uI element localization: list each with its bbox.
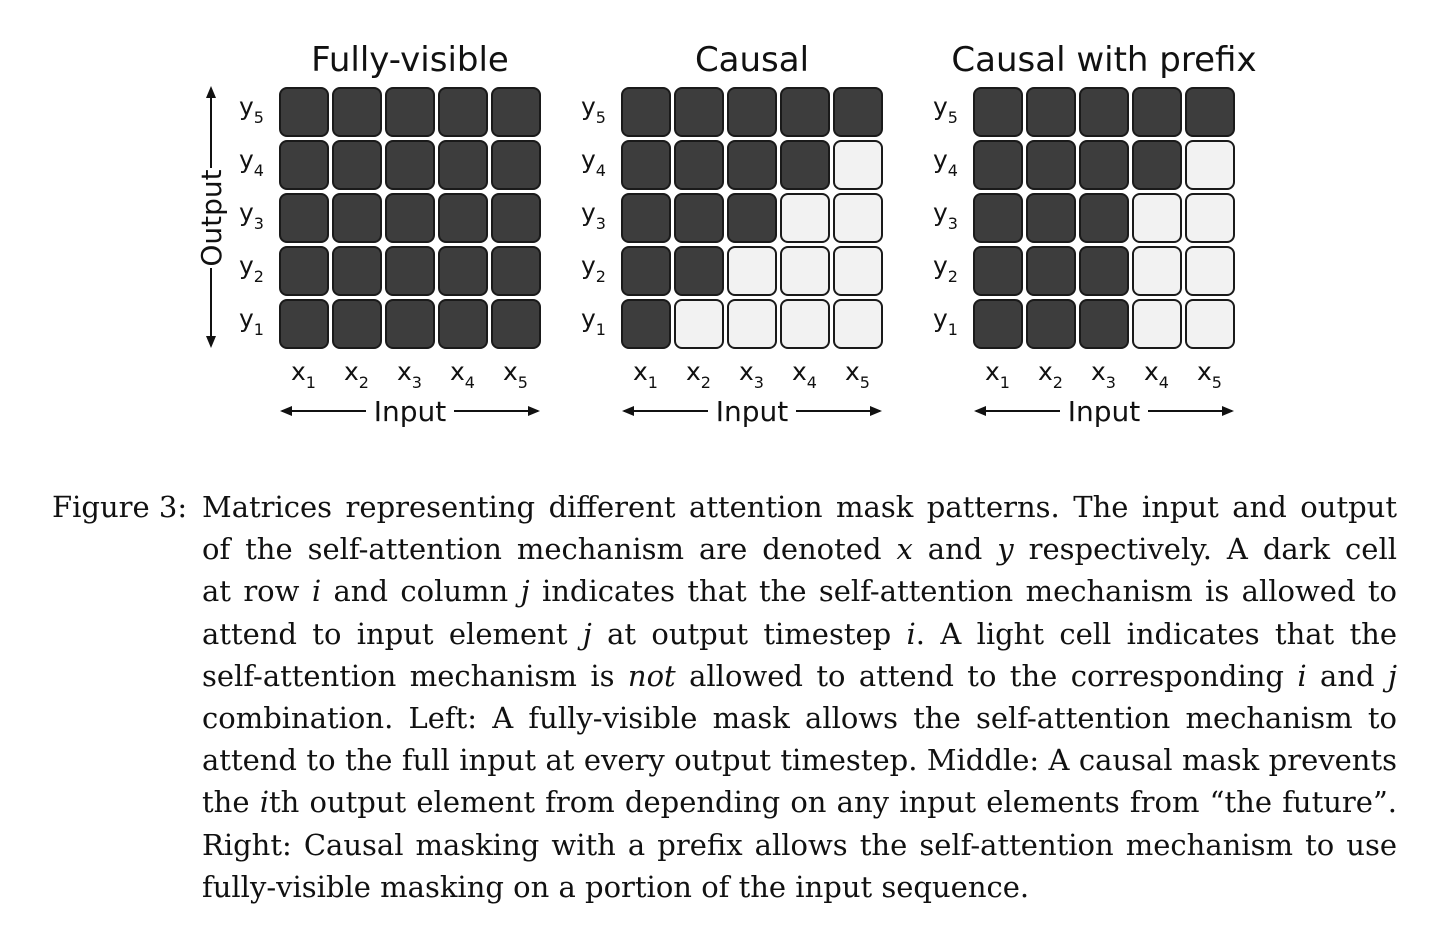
attention-cell-dark xyxy=(675,88,723,136)
row-label-y3 xyxy=(581,198,606,233)
col-label-x4-subscript: 4 xyxy=(806,373,817,392)
row-label-y3-subscript: 3 xyxy=(595,214,606,233)
caption-text-segment: combination. Left: A fully-visible mask allows the self-attention mechanism to xyxy=(202,700,1397,735)
caption-text-segment: indicates that the self-attention mechanism is allowed to xyxy=(529,574,1398,609)
caption-math-symbol: j xyxy=(1388,658,1397,693)
caption-line xyxy=(202,824,1397,866)
row-label-y5-subscript: 5 xyxy=(595,108,606,127)
row-label-y4-subscript: 4 xyxy=(595,161,606,180)
col-label-x2-subscript: 2 xyxy=(358,373,369,392)
caption-text-segment: at output timestep xyxy=(591,616,907,651)
attention-cell-dark xyxy=(1027,247,1075,295)
col-label-x4-base: x xyxy=(1144,357,1159,386)
row-label-y1-subscript: 1 xyxy=(947,320,958,339)
caption-math-symbol: j xyxy=(520,574,530,609)
col-label-x2 xyxy=(1038,357,1063,392)
input-arrow-left-head xyxy=(280,406,292,416)
row-label-y4 xyxy=(581,145,606,180)
caption-math-symbol: y xyxy=(997,532,1014,567)
attention-cell-light xyxy=(728,247,776,295)
caption-text-segment: attend to the full input at every output timestep. Middle: A causal mask prevents xyxy=(202,743,1397,778)
row-label-y4-subscript: 4 xyxy=(253,161,264,180)
col-label-x4 xyxy=(1144,357,1169,392)
row-label-y5 xyxy=(933,92,958,127)
col-label-x3-base: x xyxy=(739,357,754,386)
attention-cell-dark xyxy=(1027,88,1075,136)
col-label-x3-subscript: 3 xyxy=(753,373,764,392)
attention-cell-dark xyxy=(1027,141,1075,189)
caption-text-segment: at row xyxy=(202,574,312,609)
caption-text-segment: the xyxy=(202,785,260,820)
attention-cell-light xyxy=(834,247,882,295)
output-axis xyxy=(195,86,228,348)
col-label-x5-base: x xyxy=(1197,357,1212,386)
row-label-y3 xyxy=(239,198,264,233)
attention-cell-light xyxy=(1186,300,1234,348)
attention-cell-dark xyxy=(728,141,776,189)
row-label-y1-base: y xyxy=(239,304,254,333)
attention-cell-dark xyxy=(974,141,1022,189)
col-label-x1-base: x xyxy=(291,357,306,386)
attention-cell-light xyxy=(728,300,776,348)
caption-math-symbol: i xyxy=(906,616,916,651)
attention-cell-light xyxy=(834,141,882,189)
col-label-x5-base: x xyxy=(845,357,860,386)
attention-cell-dark xyxy=(280,141,328,189)
attention-cell-dark xyxy=(492,300,540,348)
caption-text-segment: Right: Causal masking with a prefix allows the self-attention mechanism to use xyxy=(202,827,1397,862)
attention-cell-dark xyxy=(974,88,1022,136)
attention-cell-dark xyxy=(439,247,487,295)
input-arrow-left-head xyxy=(622,406,634,416)
attention-cell-dark xyxy=(1080,141,1128,189)
attention-cell-dark xyxy=(492,194,540,242)
attention-cell-light xyxy=(1133,300,1181,348)
caption-text-segment: self-attention mechanism is xyxy=(202,658,628,693)
col-label-x3-base: x xyxy=(397,357,412,386)
output-arrow-down-head xyxy=(206,336,216,348)
attention-cell-light xyxy=(1186,194,1234,242)
attention-cell-light xyxy=(1133,194,1181,242)
caption-line xyxy=(202,697,1397,739)
row-label-y4 xyxy=(933,145,958,180)
attention-cell-dark xyxy=(333,247,381,295)
caption-text-segment: attend to input element xyxy=(202,616,583,651)
row-label-y3-subscript: 3 xyxy=(947,214,958,233)
attention-cell-dark xyxy=(386,88,434,136)
col-label-x2 xyxy=(344,357,369,392)
caption-text-segment: allowed to attend to the corresponding xyxy=(675,658,1298,693)
attention-cell-dark xyxy=(1080,247,1128,295)
attention-cell-dark xyxy=(1080,194,1128,242)
input-arrow-right-head xyxy=(870,406,882,416)
attention-cell-dark xyxy=(675,194,723,242)
col-label-x1 xyxy=(633,357,658,392)
attention-cell-dark xyxy=(728,88,776,136)
row-label-y4 xyxy=(239,145,264,180)
attention-cell-light xyxy=(1186,247,1234,295)
row-label-y4-subscript: 4 xyxy=(947,161,958,180)
input-arrow-right-head xyxy=(1222,406,1234,416)
attention-cell-dark xyxy=(333,141,381,189)
caption-text-segment: . A light cell indicates that the xyxy=(915,616,1397,651)
col-label-x2 xyxy=(686,357,711,392)
row-label-y4-base: y xyxy=(581,145,596,174)
caption-text-segment: respectively. A dark cell xyxy=(1013,532,1398,567)
row-label-y3-subscript: 3 xyxy=(253,214,264,233)
col-label-x2-base: x xyxy=(686,357,701,386)
attention-cell-dark xyxy=(439,194,487,242)
caption-math-symbol: not xyxy=(627,658,676,693)
attention-cell-dark xyxy=(1080,300,1128,348)
attention-cell-dark xyxy=(333,194,381,242)
caption-line xyxy=(202,613,1397,655)
attention-cell-dark xyxy=(675,141,723,189)
row-label-y2 xyxy=(933,251,958,286)
row-label-y2-subscript: 2 xyxy=(947,267,958,286)
attention-cell-dark xyxy=(622,88,670,136)
attention-cell-dark xyxy=(728,194,776,242)
attention-cell-light xyxy=(781,300,829,348)
col-label-x4-base: x xyxy=(450,357,465,386)
output-arrow-up-head xyxy=(206,86,216,98)
col-label-x5-subscript: 5 xyxy=(1211,373,1222,392)
caption-text-segment: and column xyxy=(321,574,521,609)
col-label-x5 xyxy=(845,357,870,392)
row-label-y1-base: y xyxy=(581,304,596,333)
row-label-y2-base: y xyxy=(933,251,948,280)
attention-cell-dark xyxy=(386,300,434,348)
attention-cell-dark xyxy=(1027,194,1075,242)
attention-cell-light xyxy=(781,247,829,295)
attention-cell-dark xyxy=(781,141,829,189)
row-label-y5-base: y xyxy=(239,92,254,121)
attention-cell-dark xyxy=(386,141,434,189)
col-label-x5-subscript: 5 xyxy=(517,373,528,392)
row-label-y5 xyxy=(581,92,606,127)
col-label-x4-subscript: 4 xyxy=(1158,373,1169,392)
col-label-x4 xyxy=(792,357,817,392)
row-label-y2 xyxy=(239,251,264,286)
col-label-x2-base: x xyxy=(1038,357,1053,386)
col-label-x1-base: x xyxy=(985,357,1000,386)
attention-cell-dark xyxy=(386,194,434,242)
row-label-y2-base: y xyxy=(239,251,254,280)
panel-title: Causal xyxy=(694,40,810,80)
row-label-y3-base: y xyxy=(933,198,948,227)
caption-math-symbol: i xyxy=(311,574,322,609)
row-label-y5-base: y xyxy=(581,92,596,121)
input-axis-label: Input xyxy=(373,395,447,428)
caption-line xyxy=(202,866,1397,908)
input-arrow-left-head xyxy=(974,406,986,416)
input-axis-label: Input xyxy=(715,395,789,428)
row-label-y4-base: y xyxy=(239,145,254,174)
row-label-y5-subscript: 5 xyxy=(947,108,958,127)
row-label-y2-base: y xyxy=(581,251,596,280)
attention-cell-dark xyxy=(333,300,381,348)
attention-mask-figure xyxy=(0,0,1434,460)
caption-line xyxy=(202,655,1397,697)
col-label-x3 xyxy=(1091,357,1116,392)
input-arrow-right-head xyxy=(528,406,540,416)
col-label-x5 xyxy=(1197,357,1222,392)
attention-mask-diagram xyxy=(0,0,1434,460)
caption-line xyxy=(202,486,1397,528)
row-label-y1 xyxy=(239,304,264,339)
col-label-x3-base: x xyxy=(1091,357,1106,386)
attention-cell-dark xyxy=(439,141,487,189)
col-label-x1-base: x xyxy=(633,357,648,386)
caption-line xyxy=(202,528,1397,570)
caption-text-segment: and xyxy=(1306,658,1388,693)
row-label-y5 xyxy=(239,92,264,127)
caption-line xyxy=(202,781,1397,823)
attention-cell-dark xyxy=(622,194,670,242)
col-label-x2-base: x xyxy=(344,357,359,386)
caption-text-segment: fully-visible masking on a portion of the input sequence. xyxy=(202,869,1030,904)
col-label-x1-subscript: 1 xyxy=(999,373,1010,392)
col-label-x1-subscript: 1 xyxy=(305,373,316,392)
attention-cell-dark xyxy=(439,88,487,136)
col-label-x3-subscript: 3 xyxy=(1105,373,1116,392)
caption-math-symbol: j xyxy=(582,616,592,651)
input-axis-label: Input xyxy=(1067,395,1141,428)
row-label-y4-base: y xyxy=(933,145,948,174)
attention-cell-dark xyxy=(439,300,487,348)
col-label-x4 xyxy=(450,357,475,392)
attention-cell-dark xyxy=(386,247,434,295)
attention-cell-dark xyxy=(280,300,328,348)
attention-cell-light xyxy=(1133,247,1181,295)
attention-cell-dark xyxy=(280,88,328,136)
col-label-x4-subscript: 4 xyxy=(464,373,475,392)
row-label-y1-base: y xyxy=(933,304,948,333)
output-axis-label: Output xyxy=(195,169,228,267)
row-label-y1 xyxy=(581,304,606,339)
mask-panel-3 xyxy=(933,40,1257,428)
mask-panel-2 xyxy=(581,40,882,428)
attention-cell-dark xyxy=(1027,300,1075,348)
col-label-x4-base: x xyxy=(792,357,807,386)
col-label-x1 xyxy=(291,357,316,392)
row-label-y3-base: y xyxy=(239,198,254,227)
row-label-y3-base: y xyxy=(581,198,596,227)
attention-cell-dark xyxy=(1133,141,1181,189)
row-label-y5-base: y xyxy=(933,92,948,121)
attention-cell-dark xyxy=(1133,88,1181,136)
attention-cell-dark xyxy=(492,88,540,136)
caption-math-symbol: i xyxy=(259,785,269,820)
col-label-x5-base: x xyxy=(503,357,518,386)
attention-cell-dark xyxy=(492,247,540,295)
col-label-x3 xyxy=(397,357,422,392)
attention-cell-light xyxy=(1186,141,1234,189)
attention-cell-dark xyxy=(280,194,328,242)
attention-cell-dark xyxy=(622,300,670,348)
row-label-y1-subscript: 1 xyxy=(595,320,606,339)
col-label-x5-subscript: 5 xyxy=(859,373,870,392)
attention-cell-dark xyxy=(1080,88,1128,136)
attention-cell-light xyxy=(834,194,882,242)
caption-text-segment: and xyxy=(912,532,998,567)
attention-cell-light xyxy=(781,194,829,242)
caption-line xyxy=(202,739,1397,781)
row-label-y3 xyxy=(933,198,958,233)
attention-cell-dark xyxy=(974,194,1022,242)
caption-text-segment: of the self-attention mechanism are denoted xyxy=(202,532,897,567)
attention-cell-dark xyxy=(333,88,381,136)
attention-cell-light xyxy=(834,300,882,348)
col-label-x3 xyxy=(739,357,764,392)
attention-cell-dark xyxy=(492,141,540,189)
caption-text xyxy=(202,486,1397,908)
attention-cell-dark xyxy=(622,141,670,189)
row-label-y2 xyxy=(581,251,606,286)
row-label-y1 xyxy=(933,304,958,339)
row-label-y2-subscript: 2 xyxy=(595,267,606,286)
mask-panel-1 xyxy=(239,40,540,428)
attention-cell-dark xyxy=(675,247,723,295)
col-label-x2-subscript: 2 xyxy=(1052,373,1063,392)
caption-line xyxy=(202,570,1397,612)
attention-cell-dark xyxy=(974,300,1022,348)
caption-label: Figure 3: xyxy=(52,490,188,524)
panel-title: Fully-visible xyxy=(311,40,509,80)
col-label-x1 xyxy=(985,357,1010,392)
attention-cell-dark xyxy=(622,247,670,295)
row-label-y5-subscript: 5 xyxy=(253,108,264,127)
col-label-x5 xyxy=(503,357,528,392)
col-label-x3-subscript: 3 xyxy=(411,373,422,392)
caption-text-segment: Matrices representing different attention mask patterns. The input and output xyxy=(202,490,1397,524)
attention-cell-dark xyxy=(280,247,328,295)
attention-cell-dark xyxy=(834,88,882,136)
col-label-x2-subscript: 2 xyxy=(700,373,711,392)
caption-text-segment: th output element from depending on any input elements from “the future”. xyxy=(268,785,1398,820)
attention-cell-dark xyxy=(781,88,829,136)
attention-cell-light xyxy=(675,300,723,348)
caption-math-symbol: x xyxy=(896,532,913,567)
attention-cell-dark xyxy=(974,247,1022,295)
caption-math-symbol: i xyxy=(1297,658,1307,693)
row-label-y1-subscript: 1 xyxy=(253,320,264,339)
attention-cell-dark xyxy=(1186,88,1234,136)
row-label-y2-subscript: 2 xyxy=(253,267,264,286)
panel-title: Causal with prefix xyxy=(951,40,1257,80)
col-label-x1-subscript: 1 xyxy=(647,373,658,392)
